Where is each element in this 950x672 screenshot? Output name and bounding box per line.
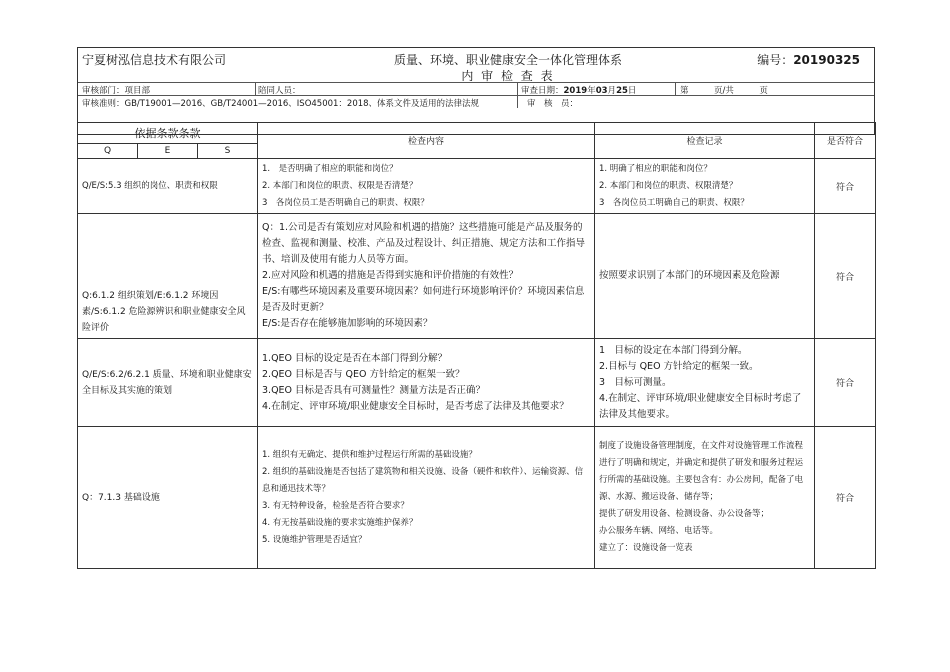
record-item: 3 目标可测量。 xyxy=(599,376,672,388)
form-title: 内 审 检 查 表 xyxy=(461,69,555,83)
row-check-record xyxy=(595,159,815,214)
form-code xyxy=(757,51,860,68)
col-header-content: 检查内容 xyxy=(258,123,595,159)
audit-date-year-unit: 年 xyxy=(587,86,596,96)
table-row xyxy=(78,214,876,339)
row-clause: Q/E/S:6.2/6.2.1 质量、环境和职业健康安全目标及其实施的策划 xyxy=(78,339,258,427)
row-check-content xyxy=(258,339,595,427)
record-item: 制度了设施设备管理制度，在文件对设施管理工作流程进行了明确和规定，并确定和提供了研发和服务过程运行所需的基础设施。主要包含有：办公房间，配备了电源、水源、搬运设备、储存等； xyxy=(599,441,804,502)
record-item: 按照要求识别了本部门的环境因素及危险源 xyxy=(599,270,780,281)
row-clause: Q：7.1.3 基础设施 xyxy=(78,427,258,569)
audit-dept: 审核部门：项目部 xyxy=(82,86,151,96)
record-item: 办公服务车辆、网络、电话等。 xyxy=(599,526,719,536)
company-name: 宁夏树泓信息技术有限公司 xyxy=(82,53,227,67)
table-row xyxy=(78,339,876,427)
checklist-table xyxy=(77,122,876,569)
content-item: E/S:有哪些环境因素及重要环境因素？如何进行环境影响评价？环境因素信息是否及时更新？ xyxy=(262,286,585,313)
row-result: 符合 xyxy=(815,339,876,427)
record-item: 1 目标的设定在本部门得到分解。 xyxy=(599,344,748,356)
row-clause: Q:6.1.2 组织策划/E:6.1.2 环境因素/S:6.1.2 危险源辨识和职业健康安全风险评价 xyxy=(78,214,258,339)
content-item: 2. 组织的基础设施是否包括了建筑物和相关设施、设备（硬件和软件）、运输资源、信息和通迅技术等？ xyxy=(262,466,584,494)
content-item: E/S:是否存在能够施加影响的环境因素？ xyxy=(262,318,433,329)
header-divider xyxy=(675,82,676,95)
audit-date-month-unit: 月 xyxy=(607,86,617,96)
col-header-clause: 依据条款条款 xyxy=(78,123,258,144)
page-number: 第 页/共 页 xyxy=(680,86,768,96)
record-item: 2. 本部门和岗位的职责、权限清楚？ xyxy=(599,180,738,191)
record-item: 提供了研发用设备、检测设备、办公设备等； xyxy=(599,509,770,519)
header-divider xyxy=(255,82,256,95)
auditor: 审 核 员： xyxy=(527,99,579,109)
audit-date-label: 审查日期： xyxy=(521,86,564,96)
row-clause: Q/E/S:5.3 组织的岗位、职责和权限 xyxy=(78,159,258,214)
content-item: Q：1.公司是否有策划应对风险和机遇的措施？这些措施可能是产品及服务的检查、监视和测量、校准、产品及过程设计、纠正措施、规定方法和工作指导书、培训及使用有能力人员等方面。 xyxy=(262,222,586,265)
content-item: 3. 有无特种设备，检验是否符合要求？ xyxy=(262,500,409,511)
content-item: 4.在制定、评审环境/职业健康安全目标时，是否考虑了法律及其他要求？ xyxy=(262,400,569,412)
col-header-s: S xyxy=(198,144,258,159)
record-item: 建立了：设施设备一览表 xyxy=(599,543,693,553)
col-header-result: 是否符合 xyxy=(815,123,876,159)
content-item: 2.应对风险和机遇的措施是否得到实施和评价措施的有效性？ xyxy=(262,270,519,281)
code-value: 20190325 xyxy=(793,53,860,67)
system-title: 质量、环境、职业健康安全一体化管理体系 xyxy=(393,53,622,67)
table-row xyxy=(78,159,876,214)
content-item: 2.QEO 目标是否与 QEO 方针给定的框架一致？ xyxy=(262,368,465,380)
row-check-content xyxy=(258,214,595,339)
audit-date-month: 03 xyxy=(595,86,608,96)
content-item: 4. 有无按基础设施的要求实施维护保养？ xyxy=(262,517,418,528)
header-divider xyxy=(78,95,874,96)
col-header-e: E xyxy=(138,144,198,159)
record-item: 3 各岗位员工明确自己的职责、权限？ xyxy=(599,197,749,208)
code-label: 编号： xyxy=(757,53,794,67)
row-check-record xyxy=(595,214,815,339)
record-item: 1. 明确了相应的职能和岗位？ xyxy=(599,163,712,174)
row-result: 符合 xyxy=(815,427,876,569)
row-check-content xyxy=(258,159,595,214)
content-item: 2. 本部门和岗位的职责、权限是否清楚？ xyxy=(262,180,418,191)
accompany-staff: 陪同人员： xyxy=(258,86,301,96)
header-divider xyxy=(517,95,518,108)
record-item: 2.目标与 QEO 方针给定的框架一致。 xyxy=(599,360,759,372)
record-item: 4.在制定、评审环境/职业健康安全目标时考虑了法律及其他要求。 xyxy=(599,392,802,420)
audit-date-year: 2019 xyxy=(563,86,588,96)
content-item: 3 各岗位员工是否明确自己的职责、权限？ xyxy=(262,197,429,208)
header-divider xyxy=(517,82,518,95)
content-item: 5. 设施维护管理是否适宜？ xyxy=(262,534,367,545)
col-header-record: 检查记录 xyxy=(595,123,815,159)
row-result: 符合 xyxy=(815,214,876,339)
header-divider xyxy=(78,82,874,83)
row-check-record xyxy=(595,339,815,427)
table-row xyxy=(78,427,876,569)
row-check-record xyxy=(595,427,815,569)
content-item: 1. 组织有无确定、提供和维护过程运行所需的基础设施？ xyxy=(262,449,477,460)
content-item: 1.QEO 目标的设定是否在本部门得到分解？ xyxy=(262,352,448,364)
audit-date-day-unit: 日 xyxy=(627,86,637,96)
content-item: 3.QEO 目标是否具有可测量性？测量方法是否正确？ xyxy=(262,384,486,396)
audit-criteria: 审核准则：GB/T19001—2016、GB/T24001—2016、ISO45001：2018、体系文件及适用的法律法规 xyxy=(82,99,480,109)
col-header-q: Q xyxy=(78,144,138,159)
audit-date-day: 25 xyxy=(616,86,628,96)
row-check-content xyxy=(258,427,595,569)
row-result: 符合 xyxy=(815,159,876,214)
content-item: 1. 是否明确了相应的职能和岗位？ xyxy=(262,163,398,174)
